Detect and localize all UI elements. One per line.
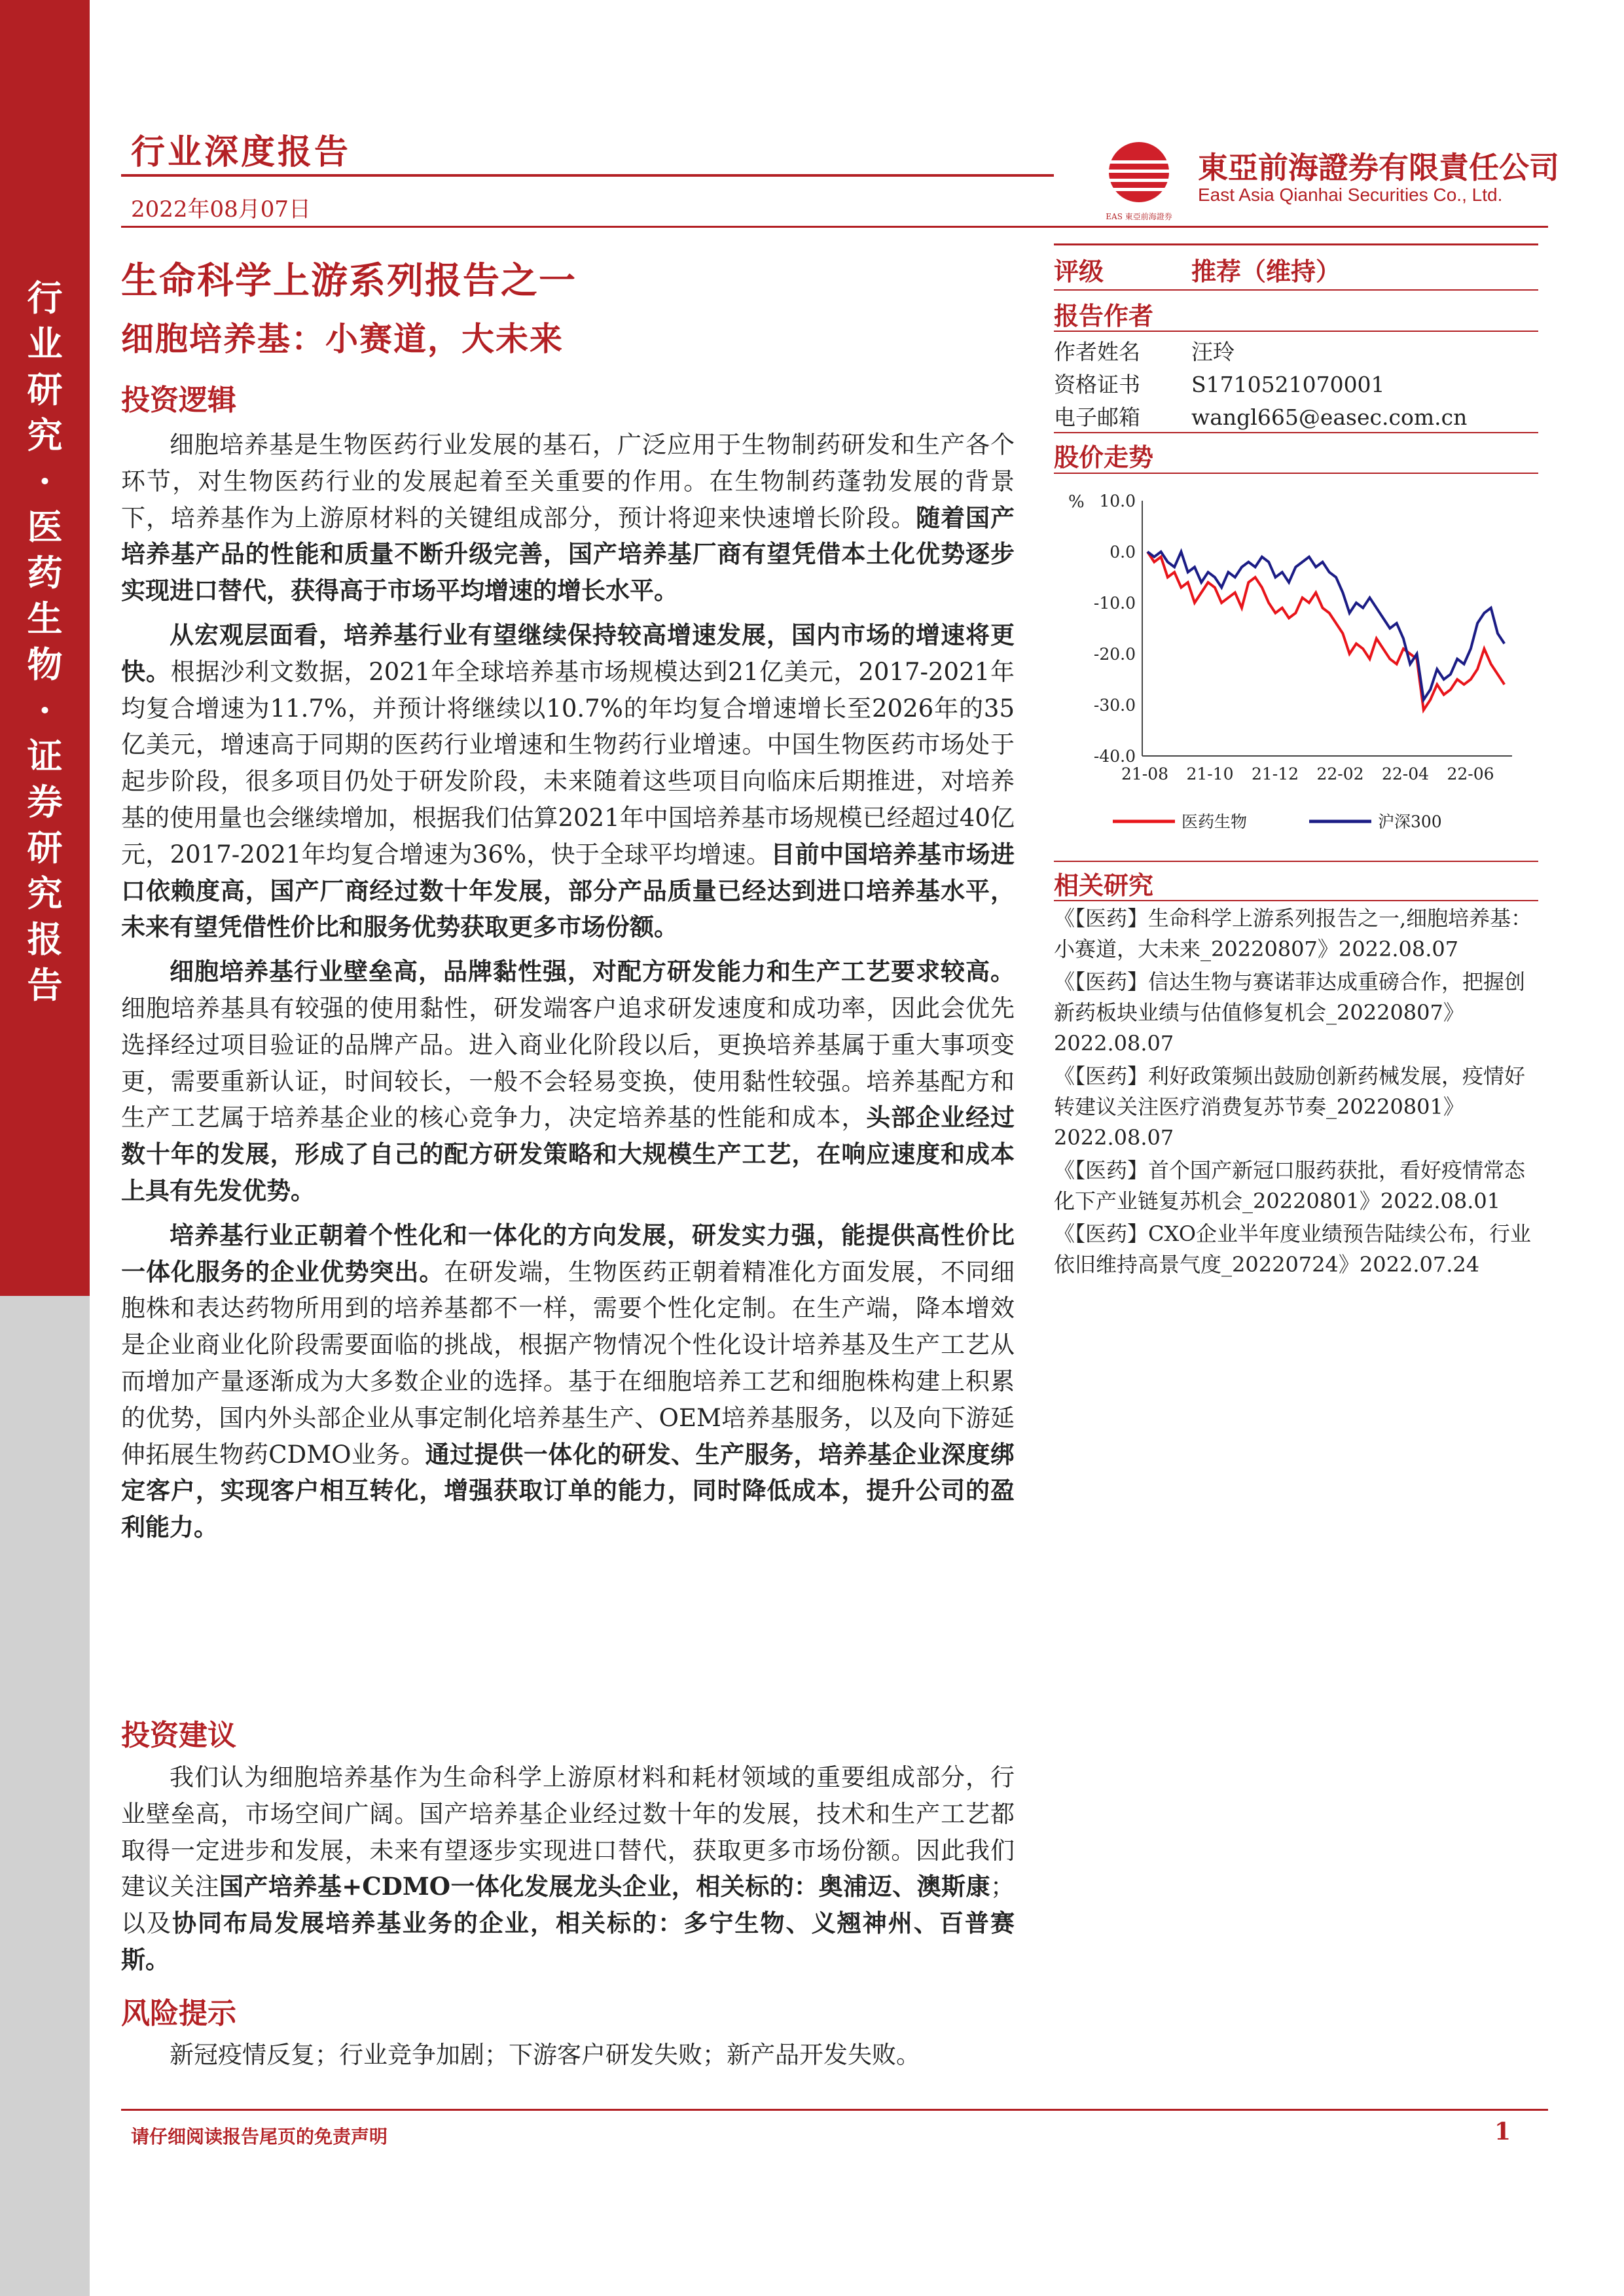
x-tick-label: 22-02	[1316, 764, 1364, 783]
sidebar-char: 究	[27, 414, 63, 456]
legend-label: 医药生物	[1182, 812, 1248, 831]
sidebar-char: 医	[27, 506, 63, 548]
disclaimer-note: 请仔细阅读报告尾页的免责声明	[131, 2126, 388, 2147]
related-item[interactable]: 《【医药】信达生物与赛诺菲达成重磅合作，把握创新药板块业绩与估值修复机会_20220807》2022.08.07	[1054, 969, 1526, 1056]
paragraph: 我们认为细胞培养基作为生命科学上游原材料和耗材领域的重要组成部分，行业壁垒高，市场空间广阔。国产培养基企业经过数十年的发展，技术和生产工艺都取得一定进步和发展，未来有望逐步实现进口替代，获取更多市场份额。因此我们建议关注国产培养基+CDMO一体化发展龙头企业，相关标的：奥浦迈、澳斯康；以及协同布局发展培养基业务的企业，相关标的：多宁生物、义翘神州、百普赛斯。	[121, 1763, 1015, 1974]
section-heading-logic: 投资逻辑	[121, 384, 236, 417]
sidebar-char: 行	[27, 277, 63, 319]
sidebar-char: 券	[27, 781, 63, 823]
right-rule	[1054, 243, 1538, 245]
x-tick-label: 22-06	[1447, 764, 1494, 783]
paragraph: 培养基行业正朝着个性化和一体化的方向发展，研发实力强，能提供高性价比一体化服务的企业优势突出。在研发端，生物医药正朝着精准化方面发展，不同细胞株和表达药物所用到的培养基都不一样，需要个性化定制。在生产端，降本增效是企业商业化阶段需要面临的挑战，根据产物情况个性化设计培养基及生产工艺从而增加产量逐渐成为大多数企业的选择。基于在细胞培养工艺和细胞株构建上积累的优势，国内外头部企业从事定制化培养基生产、OEM培养基服务，以及向下游延伸拓展生物药CDMO业务。通过提供一体化的研发、生产服务，培养基企业深度绑定客户，实现客户相互转化，增强获取订单的能力，同时降低成本，提升公司的盈利能力。	[121, 1220, 1015, 1542]
paragraph: 细胞培养基行业壁垒高，品牌黏性强，对配方研发能力和生产工艺要求较高。细胞培养基具有较强的使用黏性，研发端客户追求研发速度和成功率，因此会优先选择经过项目验证的品牌产品。进入商业化阶段以后，更换培养基属于重大事项变更，需要重新认证，时间较长，一般不会轻易变换，使用黏性较强。培养基配方和生产工艺属于培养基企业的核心竞争力，决定培养基的性能和成本，头部企业经过数十年的发展，形成了自己的配方研发策略和大规模生产工艺，在响应速度和成本上具有先发优势。	[121, 957, 1015, 1205]
y-tick-label: -20.0	[1093, 645, 1136, 664]
report-subtitle: 细胞培养基：小赛道，大未来	[121, 319, 564, 358]
sidebar-char: 业	[27, 323, 63, 365]
y-tick-label: 10.0	[1099, 492, 1136, 511]
author-name-row: 作者姓名 汪玲	[1054, 339, 1235, 365]
sidebar	[0, 0, 90, 2296]
right-rule	[1054, 473, 1538, 474]
sidebar-char: 究	[27, 872, 63, 914]
x-tick-label: 21-12	[1251, 764, 1299, 783]
sidebar-char: 生	[27, 598, 63, 639]
right-rule	[1054, 861, 1538, 862]
series-line-0	[1147, 552, 1504, 710]
right-rule	[1054, 432, 1538, 433]
body-logic	[121, 427, 1015, 1546]
author-heading: 报告作者	[1054, 301, 1154, 331]
sidebar-char: 告	[27, 964, 63, 1006]
author-cert: S1710521070001	[1191, 372, 1385, 397]
sidebar-char: 研	[27, 368, 63, 410]
report-type: 行业深度报告	[131, 132, 352, 172]
related-item[interactable]: 《【医药】CXO企业半年度业绩预告陆续公布，行业依旧维持高景气度_20220724》2022.07.24	[1054, 1221, 1531, 1277]
rating-value: 推荐（维持）	[1191, 257, 1341, 286]
right-rule	[1054, 289, 1538, 291]
paragraph: 细胞培养基是生物医药行业发展的基石，广泛应用于生物制药研发和生产各个环节，对生物医药行业的发展起着至关重要的作用。在生物制药蓬勃发展的背景下，培养基作为上游原材料的关键组成部分，预计将迎来快速增长阶段。随着国产培养基产品的性能和质量不断升级完善，国产培养基厂商有望凭借本土化优势逐步实现进口替代，获得高于市场平均增速的增长水平。	[121, 431, 1015, 605]
page-number: 1	[1494, 2118, 1511, 2145]
sidebar-grey-band	[0, 1296, 90, 2296]
footer-rule	[121, 2109, 1548, 2111]
sidebar-char: 物	[27, 643, 63, 685]
logo-text: EAS 東亞前海證券	[1106, 212, 1172, 221]
author-name: 汪玲	[1191, 339, 1235, 365]
sidebar-char: ·	[39, 460, 51, 502]
related-item[interactable]: 《【医药】生命科学上游系列报告之一,细胞培养基：小赛道，大未来_20220807》2022.08.07	[1054, 906, 1532, 961]
sidebar-vertical-text	[0, 275, 90, 1008]
sidebar-char: 药	[27, 552, 63, 594]
section-heading-advice: 投资建议	[121, 1719, 236, 1752]
x-tick-label: 21-08	[1121, 764, 1169, 783]
y-tick-label: -40.0	[1093, 747, 1136, 766]
legend-label: 沪深300	[1378, 812, 1442, 831]
y-tick-label: 0.0	[1110, 543, 1136, 562]
x-tick-label: 22-04	[1382, 764, 1430, 783]
y-axis-unit: %	[1068, 492, 1085, 512]
author-cert-row: 资格证书 S1710521070001	[1054, 372, 1385, 397]
body-advice	[121, 1759, 1015, 1979]
company-name-en: East Asia Qianhai Securities Co., Ltd.	[1198, 185, 1503, 205]
sidebar-char: 证	[27, 735, 63, 777]
author-email-row: 电子邮箱 wangl665@easec.com.cn	[1054, 404, 1468, 430]
y-tick-label: -10.0	[1093, 594, 1136, 613]
section-heading-risk: 风险提示	[121, 1997, 236, 2030]
header-rule	[121, 174, 1054, 177]
related-item[interactable]: 《【医药】首个国产新冠口服药获批，看好疫情常态化下产业链复苏机会_20220801》2022.08.01	[1054, 1158, 1526, 1213]
header-bottom-rule	[121, 226, 1548, 228]
rating-row	[1054, 251, 1538, 287]
report-date: 2022年08月07日	[131, 196, 312, 223]
sidebar-char: ·	[39, 689, 51, 731]
rating-label: 评级	[1054, 257, 1104, 286]
report-title: 生命科学上游系列报告之一	[121, 259, 577, 302]
sidebar-char: 报	[27, 918, 63, 960]
body-risk	[121, 2037, 1015, 2073]
sidebar-char: 研	[27, 827, 63, 869]
paragraph: 从宏观层面看，培养基行业有望继续保持较高增速发展，国内市场的增速将更快。根据沙利文数据，2021年全球培养基市场规模达到21亿美元，2017-2021年均复合增速为11.7%，并预计将继续以10.7%的年均复合增速增长至2026年的35亿美元，增速高于同期的医药行业增速和生物药行业增速。中国生物医药市场处于起步阶段，很多项目仍处于研发阶段，未来随着这些项目向临床后期推进，对培养基的使用量也会继续增加，根据我们估算2021年中国培养基市场规模已经超过40亿元，2017-2021年均复合增速为36%，快于全球平均增速。目前中国培养基市场进口依赖度高，国产厂商经过数十年发展，部分产品质量已经达到进口培养基水平，未来有望凭借性价比和服务优势获取更多市场份额。	[121, 620, 1015, 942]
company-name-cn: 東亞前海證券有限責任公司	[1198, 150, 1559, 185]
paragraph: 新冠疫情反复；行业竞争加剧；下游客户研发失败；新产品开发失败。	[170, 2041, 920, 2069]
stock-price-chart	[1054, 481, 1538, 848]
related-heading: 相关研究	[1054, 870, 1154, 900]
company-logo	[1093, 134, 1185, 226]
chart-heading: 股价走势	[1054, 442, 1154, 472]
y-tick-label: -30.0	[1093, 696, 1136, 715]
author-email: wangl665@easec.com.cn	[1191, 404, 1468, 430]
related-item[interactable]: 《【医药】利好政策频出鼓励创新药械发展，疫情好转建议关注医疗消费复苏节奏_20220801》2022.08.07	[1054, 1064, 1526, 1150]
right-rule	[1054, 900, 1538, 901]
x-tick-label: 21-10	[1186, 764, 1234, 783]
series-line-1	[1147, 552, 1504, 700]
related-research-list	[1054, 903, 1538, 1282]
right-rule	[1054, 331, 1538, 332]
